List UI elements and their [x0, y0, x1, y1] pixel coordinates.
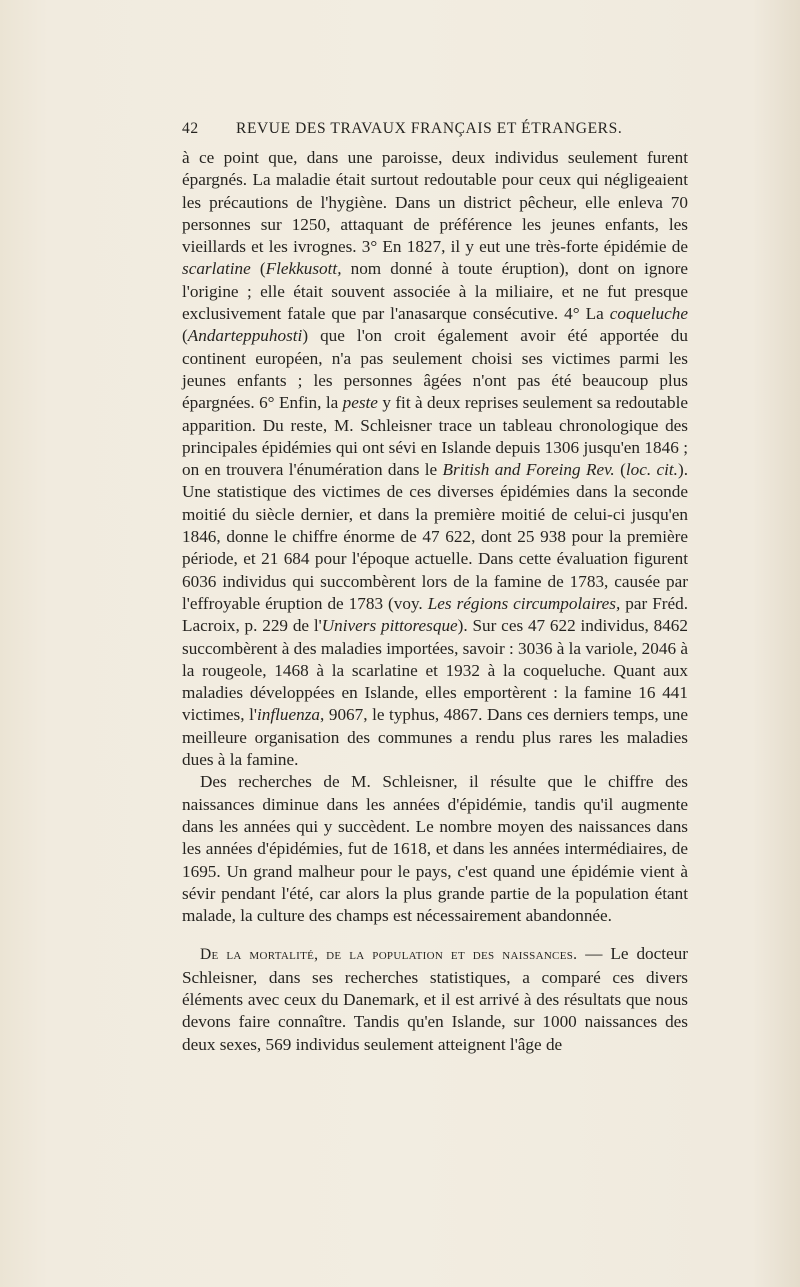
section-heading: De la mortalité, de la population et des naissances. [200, 946, 578, 964]
page-number: 42 [182, 120, 199, 137]
page-header [182, 120, 687, 142]
paragraph-births: Des recherches de M. Schleisner, il résulte que le chiffre des naissances diminue dans les années d'épidémie, tandis qu'il augmente dans les années qui y succèdent. Le nombre moyen des naissances dans les années d'épidémies, fut de 1618, et dans les années intermédiaires, de 1695. Un grand malheur pour le pays, c'est quand une épidémie vient à sévir pendant l'été, car alors la plus grande partie de la population étant malade, la culture des champs est nécessairement abandonnée. [182, 772, 688, 926]
running-head: REVUE DES TRAVAUX FRANÇAIS ET ÉTRANGERS. [236, 120, 623, 137]
paragraph-mortality: De la mortalité, de la population et des naissances. — Le docteur Schleisner, dans ses recherches statistiques, a comparé ces divers éléments avec ceux du Danemark, et il est arrivé à des résultats que nous devons faire connaître. Tandis qu'en Islande, sur 1000 naissances des deux sexes, 569 individus seulement atteignent l'âge de [182, 944, 688, 1054]
body-text [182, 147, 688, 1056]
paragraph-epidemics: à ce point que, dans une paroisse, deux individus seulement furent épargnés. La maladie était surtout redoutable pour ceux qui négligeaient les précautions de l'hygiène. Dans un district pêcheur, elle enleva 70 personnes sur 1250, attaquant de préférence les jeunes enfants, les vieillards et les ivrognes. 3° En 1827, il y eut une très-forte épidémie de scarlatine (Flekkusott, nom donné à toute éruption), dont on ignore l'origine ; elle était souvent associée à la miliaire, et ne fut presque exclusivement fatale que par l'anasarque consécutive. 4° La coqueluche (Andarteppuhosti) que l'on croit également avoir été apportée du continent européen, n'a pas seulement choisi ses victimes parmi les jeunes enfants ; les personnes âgées n'ont pas été beaucoup plus épargnées. 6° Enfin, la peste y fit à deux reprises seulement sa redoutable apparition. Du reste, M. Schleisner trace un tableau chronologique des principales épidémies qui ont sévi en Islande depuis 1306 jusqu'en 1846 ; on en trouvera l'énumération dans le British and Foreing Rev. (loc. cit.). Une statistique des victimes de ces diverses épidémies dans la seconde moitié du siècle dernier, et dans la première moitié de celui-ci jusqu'en 1846, donne le chiffre énorme de 47 622, dont 25 938 pour la première période, et 21 684 pour l'époque actuelle. Dans cette évaluation figurent 6036 individus qui succombèrent lors de la famine de 1783, causée par l'effroyable éruption de 1783 (voy. Les régions circumpolaires, par Fréd. Lacroix, p. 229 de l'Univers pittoresque). Sur ces 47 622 individus, 8462 succombèrent à des maladies importées, savoir : 3036 à la variole, 2046 à la rougeole, 1468 à la scarlatine et 1932 à la coqueluche. Quant aux maladies développées en Islande, elles emportèrent : la famine 16 441 victimes, l'influenza, 9067, le typhus, 4867. Dans ces derniers temps, une meilleure organisation des communes a rendu plus rares les maladies dues à la famine. [182, 148, 689, 770]
